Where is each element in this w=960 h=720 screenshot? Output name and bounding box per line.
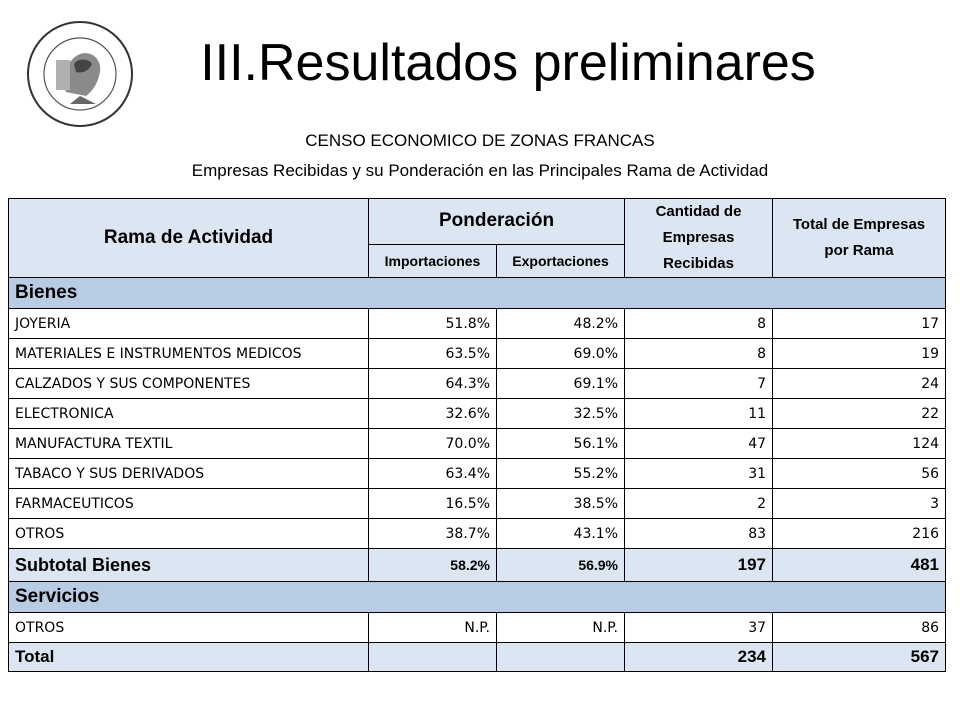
cell-total: 24 <box>773 369 946 399</box>
subtitle-census: CENSO ECONOMICO DE ZONAS FRANCAS <box>305 131 655 150</box>
section-servicios <box>9 582 946 613</box>
cell-importaciones: 70.0% <box>369 429 497 459</box>
cell-rama: TABACO Y SUS DERIVADOS <box>9 459 369 489</box>
cell-cantidad: 8 <box>625 309 773 339</box>
table-row <box>9 399 946 429</box>
total-cantidad: 234 <box>625 643 773 672</box>
table-row <box>9 459 946 489</box>
cell-rama: OTROS <box>9 613 369 643</box>
cell-total: 3 <box>773 489 946 519</box>
cell-rama: JOYERIA <box>9 309 369 339</box>
cell-rama: MANUFACTURA TEXTIL <box>9 429 369 459</box>
cell-importaciones: 63.5% <box>369 339 497 369</box>
cell-exportaciones: 32.5% <box>497 399 625 429</box>
cell-cantidad: 7 <box>625 369 773 399</box>
cell-importaciones: 16.5% <box>369 489 497 519</box>
cell-cantidad: 83 <box>625 519 773 549</box>
cell-rama: FARMACEUTICOS <box>9 489 369 519</box>
cell-exportaciones: 69.0% <box>497 339 625 369</box>
cell-total: 86 <box>773 613 946 643</box>
title-text: Resultados preliminares <box>258 34 816 92</box>
cell-cantidad: 31 <box>625 459 773 489</box>
cell-exportaciones: 55.2% <box>497 459 625 489</box>
cell-rama: CALZADOS Y SUS COMPONENTES <box>9 369 369 399</box>
subtotal-importaciones: 58.2% <box>369 549 497 582</box>
bienes-rows <box>9 309 946 549</box>
cell-importaciones: 63.4% <box>369 459 497 489</box>
cell-cantidad: 47 <box>625 429 773 459</box>
subtotal-exportaciones: 56.9% <box>497 549 625 582</box>
header-rama: Rama de Actividad <box>9 199 369 278</box>
cell-importaciones: 51.8% <box>369 309 497 339</box>
header-row <box>9 199 946 245</box>
cell-rama: MATERIALES E INSTRUMENTOS MEDICOS <box>9 339 369 369</box>
cell-total: 17 <box>773 309 946 339</box>
header-total-empresas: Total de Empresas por Rama <box>773 199 946 278</box>
subtotal-label: Subtotal Bienes <box>9 549 369 582</box>
cell-exportaciones: N.P. <box>497 613 625 643</box>
section-servicios-label: Servicios <box>9 582 946 613</box>
cell-importaciones: 32.6% <box>369 399 497 429</box>
cell-total: 124 <box>773 429 946 459</box>
cell-cantidad: 2 <box>625 489 773 519</box>
cell-rama: OTROS <box>9 519 369 549</box>
cell-exportaciones: 38.5% <box>497 489 625 519</box>
table-row <box>9 489 946 519</box>
cell-importaciones: N.P. <box>369 613 497 643</box>
table-row <box>9 613 946 643</box>
table-row <box>9 519 946 549</box>
cell-exportaciones: 43.1% <box>497 519 625 549</box>
table-row <box>9 369 946 399</box>
total-total: 567 <box>773 643 946 672</box>
table-row <box>9 429 946 459</box>
cell-total: 19 <box>773 339 946 369</box>
header-cantidad: Cantidad de Empresas Recibidas <box>625 199 773 278</box>
cell-importaciones: 64.3% <box>369 369 497 399</box>
cell-total: 216 <box>773 519 946 549</box>
title-number: III. <box>200 34 258 92</box>
subtotal-cantidad: 197 <box>625 549 773 582</box>
header-exportaciones: Exportaciones <box>497 244 625 277</box>
cell-cantidad: 11 <box>625 399 773 429</box>
section-bienes <box>9 278 946 309</box>
results-table <box>8 198 946 672</box>
slide-title <box>170 28 930 98</box>
cell-exportaciones: 48.2% <box>497 309 625 339</box>
subtotal-row <box>9 549 946 582</box>
cell-cantidad: 8 <box>625 339 773 369</box>
cell-exportaciones: 56.1% <box>497 429 625 459</box>
central-bank-seal-icon <box>26 20 134 128</box>
table-row <box>9 339 946 369</box>
header-importaciones: Importaciones <box>369 244 497 277</box>
cell-rama: ELECTRONICA <box>9 399 369 429</box>
cell-cantidad: 37 <box>625 613 773 643</box>
subtitle-description: Empresas Recibidas y su Ponderación en las Principales Rama de Actividad <box>191 161 769 180</box>
total-empty-exp <box>497 643 625 672</box>
table-row <box>9 309 946 339</box>
section-bienes-label: Bienes <box>9 278 946 309</box>
cell-exportaciones: 69.1% <box>497 369 625 399</box>
cell-total: 56 <box>773 459 946 489</box>
total-empty-imp <box>369 643 497 672</box>
header-ponderacion: Ponderación <box>369 199 625 245</box>
subtotal-total: 481 <box>773 549 946 582</box>
cell-importaciones: 38.7% <box>369 519 497 549</box>
cell-total: 22 <box>773 399 946 429</box>
total-label: Total <box>9 643 369 672</box>
total-row <box>9 643 946 672</box>
servicios-rows <box>9 613 946 643</box>
